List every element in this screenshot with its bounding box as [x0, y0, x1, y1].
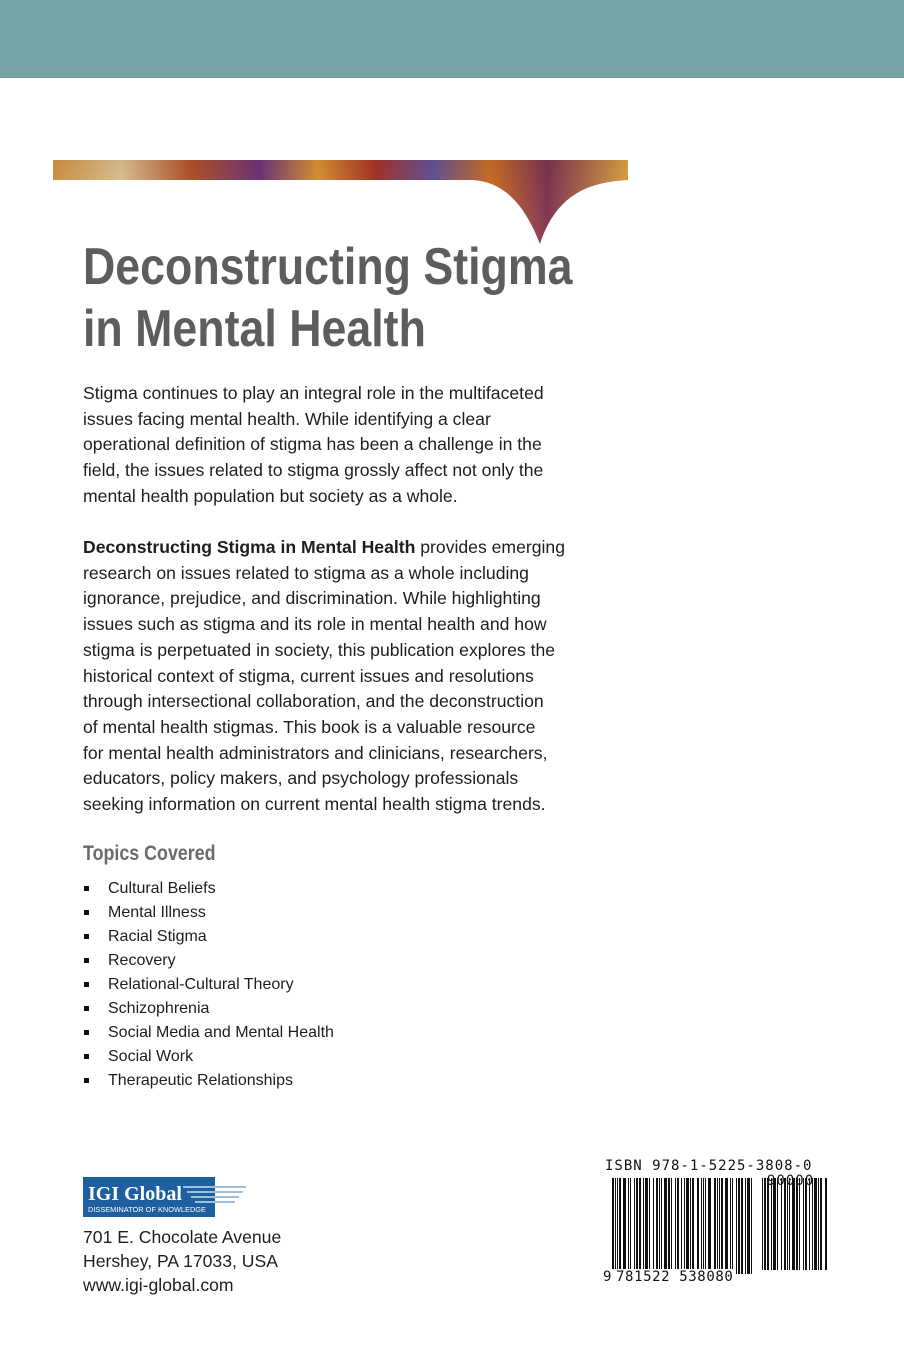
- paragraph-line: ignorance, prejudice, and discrimination. While highlighting: [83, 588, 541, 609]
- topic-item: Recovery: [83, 949, 334, 973]
- paragraph-line: [83, 535, 565, 561]
- paragraph-line: stigma is perpetuated in society, this publication explores the: [83, 639, 556, 660]
- paragraph-line: issues such as stigma and its role in mental health and how: [83, 614, 547, 635]
- paragraph-line: educators, policy makers, and psychology professionals: [83, 768, 519, 789]
- topic-item: Mental Illness: [83, 901, 334, 925]
- topic-item: Schizophrenia: [83, 997, 334, 1021]
- ean-remaining-digits: 781522 538080: [616, 1269, 734, 1285]
- topic-item: Racial Stigma: [83, 925, 334, 949]
- topic-item: Therapeutic Relationships: [83, 1069, 334, 1093]
- paragraph-line: issues facing mental health. While identifying a clear: [83, 408, 491, 429]
- topic-item: Social Work: [83, 1045, 334, 1069]
- paragraph-line: mental health population but society as a whole.: [83, 485, 458, 506]
- ean-first-digit: 9: [603, 1269, 613, 1285]
- svg-text:IGI Global: IGI Global: [88, 1183, 182, 1205]
- ean-digits: [602, 1269, 734, 1285]
- publisher-website[interactable]: www.igi-global.com: [83, 1275, 234, 1295]
- topic-item: Cultural Beliefs: [83, 877, 334, 901]
- igi-global-logo: [83, 1177, 248, 1219]
- topics-heading: Topics Covered: [83, 842, 216, 865]
- title-line-1: Deconstructing Stigma: [83, 238, 573, 296]
- top-color-band: [0, 0, 904, 78]
- paragraph-line: seeking information on current mental health stigma trends.: [83, 794, 546, 815]
- paragraph-line: historical context of stigma, current issues and resolutions: [83, 665, 534, 686]
- paragraph-line: research on issues related to stigma as a whole including: [83, 562, 529, 583]
- address-line: Hershey, PA 17033, USA: [83, 1251, 278, 1271]
- topic-item: Relational-Cultural Theory: [83, 973, 334, 997]
- description-paragraph-1: [83, 381, 544, 510]
- paragraph-line: operational definition of stigma has been a challenge in the: [83, 434, 542, 455]
- paragraph-line: of mental health stigmas. This book is a valuable resource: [83, 716, 536, 737]
- paragraph-line: Stigma continues to play an integral role in the multifaceted: [83, 383, 544, 403]
- paragraph-line: for mental health administrators and clinicians, researchers,: [83, 742, 548, 763]
- paragraph-line: through intersectional collaboration, and the deconstruction: [83, 691, 544, 712]
- description-paragraph-2: [83, 535, 565, 818]
- topic-item: Social Media and Mental Health: [83, 1021, 334, 1045]
- paragraph-line: field, the issues related to stigma grossly affect not only the: [83, 460, 544, 481]
- book-title: [83, 236, 573, 360]
- publisher-address: [83, 1225, 281, 1297]
- svg-text:DISSEMINATOR OF KNOWLEDGE: DISSEMINATOR OF KNOWLEDGE: [88, 1205, 206, 1214]
- title-line-2: in Mental Health: [83, 300, 426, 358]
- isbn-label: ISBN 978-1-5225-3808-0: [605, 1158, 813, 1174]
- paragraph-line-rest: provides emerging: [415, 537, 565, 557]
- price-code: 90000: [767, 1173, 815, 1189]
- address-line: 701 E. Chocolate Avenue: [83, 1227, 282, 1247]
- topics-list: [83, 877, 334, 1093]
- book-title-bold: Deconstructing Stigma in Mental Health: [83, 537, 416, 557]
